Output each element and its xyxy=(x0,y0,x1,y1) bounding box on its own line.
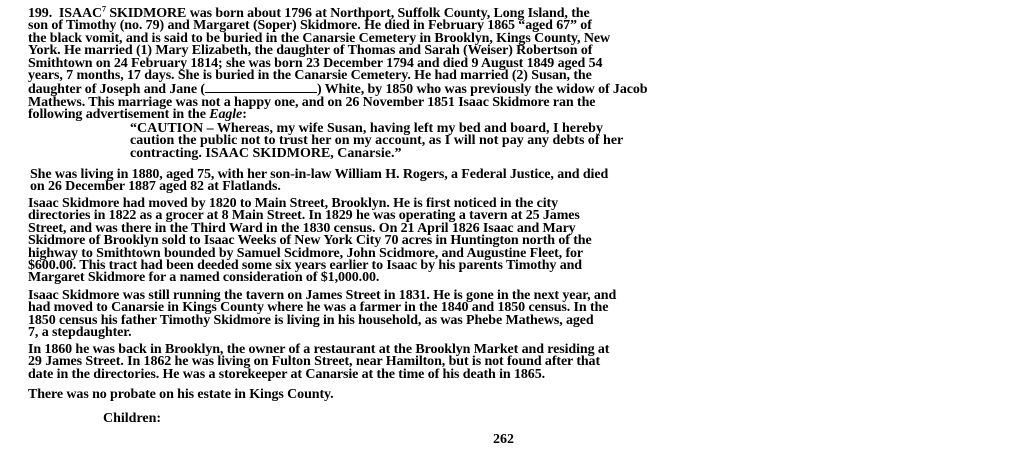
paragraph-line: Street, and was there in the Third Ward in the 1830 census. On 21 April 1826 Isaac and Mary xyxy=(28,220,576,236)
later-life-paragraph xyxy=(28,344,996,381)
probate-paragraph xyxy=(28,389,996,401)
paragraph-line: In 1860 he was back in Brooklyn, the owner of a restaurant at the Brooklyn Market and residing at xyxy=(28,342,610,357)
advertisement-quote xyxy=(130,123,920,160)
paragraph-line: had moved to Canarsie in Kings County where he was a farmer in the 1840 and 1850 census. In the xyxy=(28,300,609,316)
paragraph-line: Skidmore of Brooklyn sold to Isaac Weeks of New York City 70 acres in Huntington north of the xyxy=(28,233,592,249)
paragraph-line: highway to Smithtown bounded by Samuel Scidmore, John Scidmore, and Augustine Fleet, for xyxy=(28,245,584,261)
entry-text: : xyxy=(242,107,247,123)
entry-line-9 xyxy=(28,109,996,121)
paragraph-line: 1850 census his father Timothy Skidmore is living in his household, as was Phebe Mathews, aged xyxy=(28,312,594,328)
paragraph-line: Margaret Skidmore for a named consideration of $1,000.00. xyxy=(28,270,380,286)
quote-line-1: “CAUTION – Whereas, my wife Susan, having left my bed and board, I hereby xyxy=(130,121,603,136)
blank-line xyxy=(205,82,317,93)
susan-paragraph xyxy=(30,169,995,194)
paragraph-line: She was living in 1880, aged 75, with her son-in-law William H. Rogers, a Federal Justice, and died xyxy=(30,167,609,182)
entry-text: following advertisement in the xyxy=(28,107,206,123)
generation-superscript: 7 xyxy=(102,4,106,14)
canarsie-paragraph xyxy=(28,290,996,340)
paragraph-line: 29 James Street. In 1862 he was living on Fulton Street, near Hamilton, but is not found after that xyxy=(28,354,601,370)
entry-name-tail: SKIDMORE xyxy=(109,6,187,21)
entry-line-4: York. He married (1) Mary Elizabeth, the daughter of Thomas and Sarah (Weiser) Robertson of xyxy=(28,43,593,59)
paragraph-line: Isaac Skidmore was still running the tavern on James Street in 1831. He is gone in the next year, and xyxy=(28,288,617,303)
entry-line-6: years, 7 months, 17 days. She is buried in the Canarsie Cemetery. He had married (2) Susan, the xyxy=(28,68,592,84)
entry-text: was born about 1796 at Northport, Suffolk County, Long Island, the xyxy=(189,6,590,21)
paragraph-line: There was no probate on his estate in Kings County. xyxy=(28,387,334,402)
entry-number: 199. xyxy=(28,6,53,21)
entry-line-3: the black vomit, and is said to be buried in the Canarsie Cemetery in Brooklyn, Kings County, New xyxy=(28,30,610,46)
paragraph-line: date in the directories. He was a storekeeper at Canarsie at the time of his death in 1865. xyxy=(28,366,546,382)
quote-line-2: caution the public not to trust her on my account, as I will not pay any debts of her xyxy=(130,133,624,149)
entry-text: daughter of Joseph and Jane ( xyxy=(28,82,205,98)
entry-line-8: Mathews. This marriage was not a happy one, and on 26 November 1851 Isaac Skidmore ran the xyxy=(28,94,596,110)
paragraph-line: Isaac Skidmore had moved by 1820 to Main Street, Brooklyn. He is first noticed in the city xyxy=(28,196,559,211)
entry-line-5: Smithtown on 24 February 1814; she was born 23 December 1794 and died 9 August 1849 aged 54 xyxy=(28,55,603,71)
newspaper-title: Eagle xyxy=(209,107,243,123)
entry-name-head: ISAAC xyxy=(58,6,102,21)
brooklyn-paragraph xyxy=(28,198,996,285)
quote-line-3: contracting. ISAAC SKIDMORE, Canarsie.” xyxy=(130,145,402,161)
paragraph-line: $600.00. This tract had been deeded some six years earlier to Isaac by his parents Timothy and xyxy=(28,258,582,274)
entry-line-2: son of Timothy (no. 79) and Margaret (Soper) Skidmore. He died in February 1865 “aged 67” of xyxy=(28,18,592,34)
paragraph-line: 7, a stepdaughter. xyxy=(28,325,132,341)
entry-paragraph xyxy=(28,4,996,123)
page-number: 262 xyxy=(493,432,514,447)
children-heading: Children: xyxy=(103,411,162,426)
paragraph-line: directories in 1822 as a grocer at 8 Main Street. In 1829 he was operating a tavern at 25 James xyxy=(28,208,580,224)
paragraph-line: on 26 December 1887 aged 82 at Flatlands. xyxy=(30,179,281,195)
entry-text: ) White, by 1850 who was previously the widow of Jacob xyxy=(316,82,648,98)
